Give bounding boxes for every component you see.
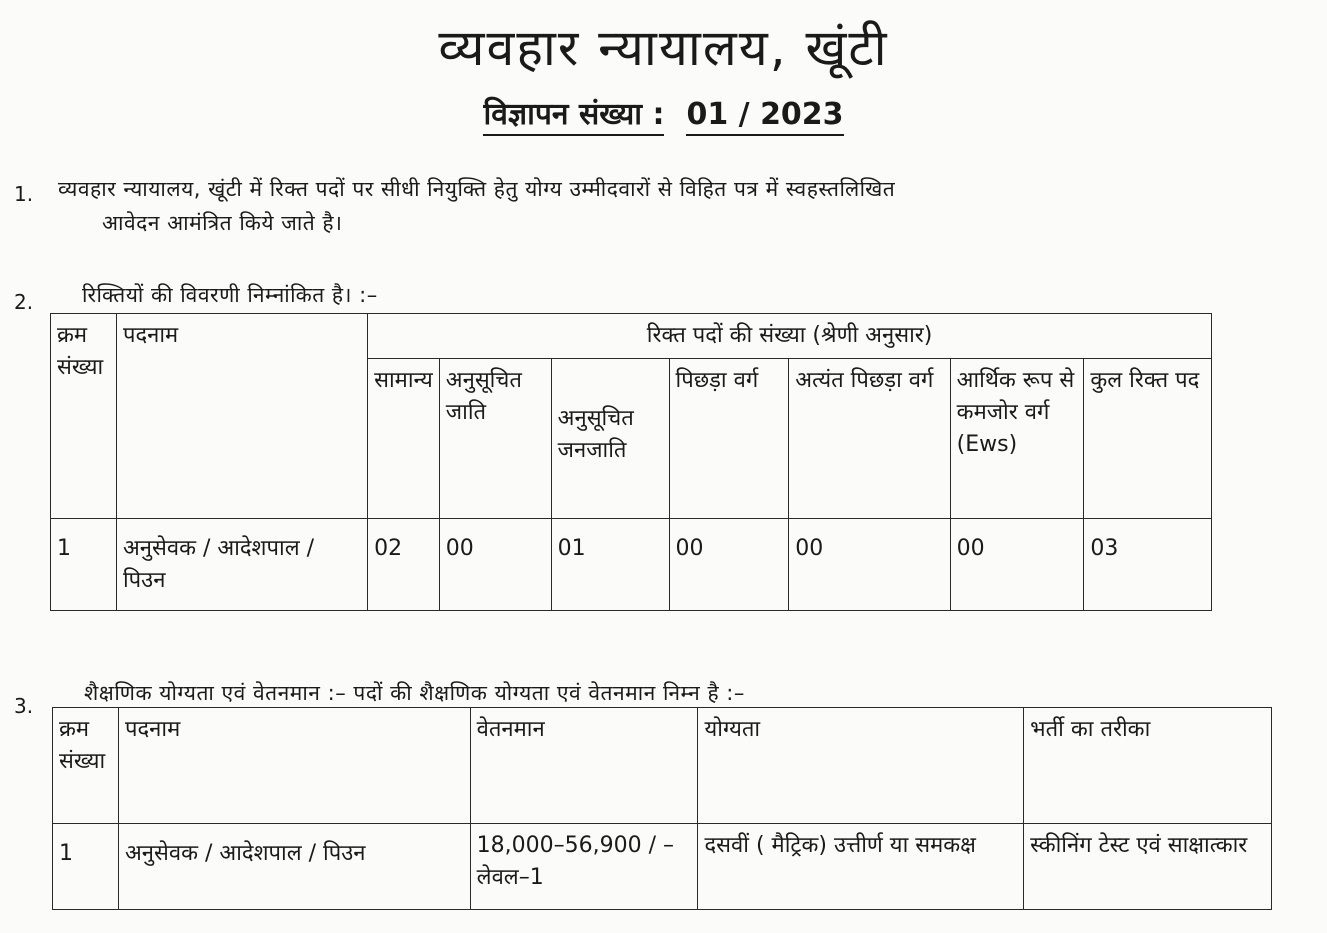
value-sc: 00 <box>439 519 551 611</box>
value-bc: 00 <box>669 519 789 611</box>
section1-number: 1. <box>14 182 34 206</box>
table-row <box>53 824 1272 910</box>
value-total: 03 <box>1084 519 1212 611</box>
q-row-qualification: दसवीं ( मैट्रिक) उत्तीर्ण या समकक्ष <box>698 824 1024 910</box>
q-col-serial: क्रम संख्या <box>53 708 119 824</box>
value-ebc: 00 <box>789 519 950 611</box>
section2-number: 2. <box>14 290 34 314</box>
q-row-method: स्कीनिंग टेस्ट एवं साक्षात्कार <box>1024 824 1272 910</box>
category-st-label: अनुसूचित जनजाति <box>557 406 634 463</box>
section1-line2: आवेदन आमंत्रित किये जाते है। <box>102 211 343 235</box>
vacancy-table <box>50 313 1212 611</box>
advertisement-number <box>0 92 1327 133</box>
adv-label: विज्ञापन संख्या : <box>483 97 664 136</box>
qualification-table <box>52 707 1272 910</box>
table-row <box>51 519 1212 611</box>
section3-heading: शैक्षणिक योग्यता एवं वेतनमान :– पदों की शैक्षणिक योग्यता एवं वेतनमान निम्न है :– <box>84 681 745 705</box>
category-ebc: अत्यंत पिछड़ा वर्ग <box>789 359 950 519</box>
row-post: अनुसेवक / आदेशपाल / पिउन <box>116 519 367 611</box>
court-title: व्यवहार न्यायालय, खूंटी <box>438 19 889 77</box>
category-bc: पिछड़ा वर्ग <box>669 359 789 519</box>
q-col-qualification: योग्यता <box>698 708 1024 824</box>
category-st <box>551 359 669 519</box>
section2-heading: रिक्तियों की विवरणी निम्नांकित है। :– <box>82 283 378 307</box>
q-col-method: भर्ती का तरीका <box>1024 708 1272 824</box>
adv-number: 01 / 2023 <box>686 97 843 136</box>
category-general: सामान्य <box>368 359 440 519</box>
value-st: 01 <box>551 519 669 611</box>
q-col-post: पदनाम <box>118 708 470 824</box>
category-sc: अनुसूचित जाति <box>439 359 551 519</box>
q-col-pay: वेतनमान <box>470 708 698 824</box>
section1-line1: व्यवहार न्यायालय, खूंटी में रिक्त पदों पर सीधी नियुक्ति हेतु योग्य उम्मीदवारों से विहित पत्र में स्वहस्तलिखित <box>58 177 896 201</box>
q-row-pay: 18,000–56,900 / – लेवल–1 <box>470 824 698 910</box>
q-row-post: अनुसेवक / आदेशपाल / पिउन <box>118 824 470 910</box>
col-serial-header: क्रम संख्या <box>51 314 117 519</box>
col-post-header: पदनाम <box>116 314 367 519</box>
vacancy-group-header: रिक्त पदों की संख्या (श्रेणी अनुसार) <box>368 314 1212 359</box>
q-row-serial: 1 <box>53 824 119 910</box>
category-total: कुल रिक्त पद <box>1084 359 1212 519</box>
vacancy-table-header-row <box>51 314 1212 359</box>
row-serial: 1 <box>51 519 117 611</box>
section3-number: 3. <box>14 694 34 718</box>
category-ews: आर्थिक रूप से कमजोर वर्ग (Ews) <box>950 359 1084 519</box>
value-ews: 00 <box>950 519 1084 611</box>
value-general: 02 <box>368 519 440 611</box>
qualification-header-row <box>53 708 1272 824</box>
